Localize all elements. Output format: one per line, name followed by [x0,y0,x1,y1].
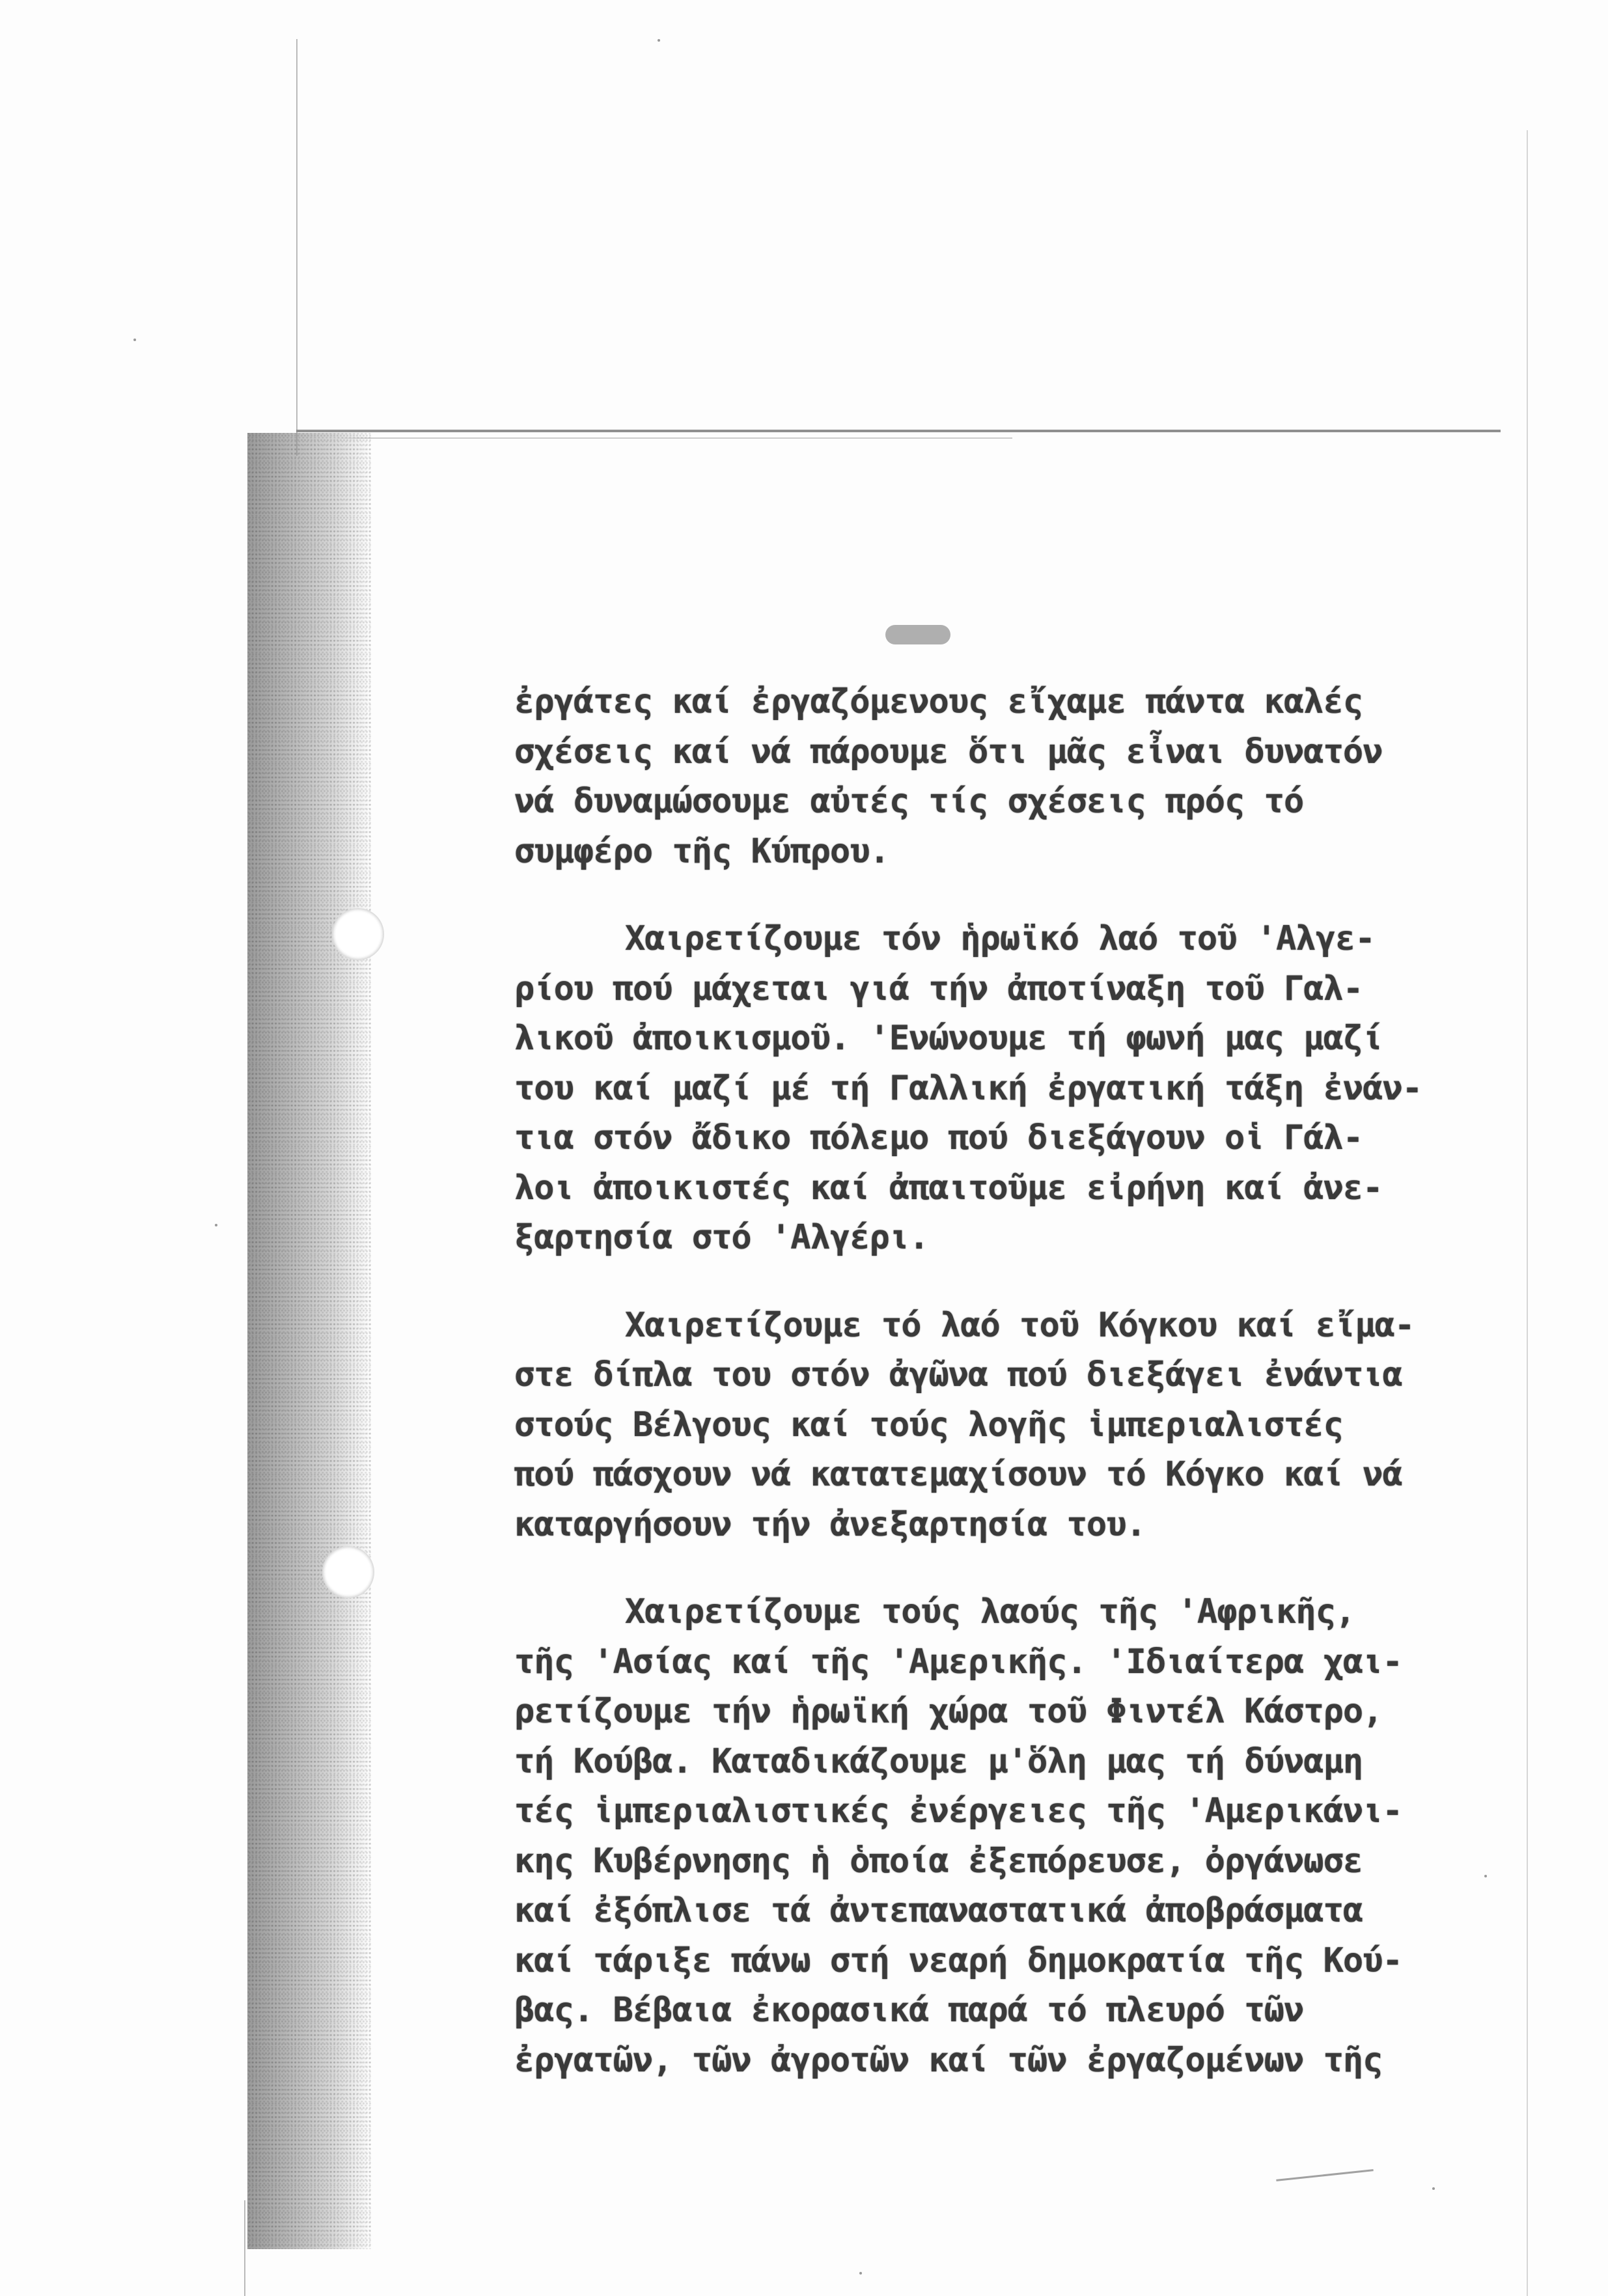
binding-shadow [247,433,371,2249]
text-line: ξαρτησία στό 'Αλγέρι. [514,1218,929,1257]
text-line: καί ἐξόπλισε τά ἀντεπαναστατικά ἀποβράσματα [514,1891,1363,1930]
text-line: λικοῦ ἀποικισμοῦ. 'Ενώνουμε τή φωνή μας μαζί [514,1019,1383,1058]
text-line: σχέσεις καί νά πάρουμε ὅτι μᾶς εἶναι δυνατόν [514,732,1383,771]
page-number-marker [885,625,950,644]
text-line: νά δυναμώσουμε αὐτές τίς σχέσεις πρός τό [514,782,1304,821]
sheet-top-edge-shadow [296,437,1012,439]
text-line: καί τάριξε πάνω στή νεαρή δημοκρατία τῆς Κού- [514,1941,1402,1980]
sheet-top-edge [296,430,1501,432]
text-line: ἐργατῶν, τῶν ἀγροτῶν καί τῶν ἐργαζομένων τῆς [514,2040,1383,2080]
bottom-pen-mark [1276,2169,1373,2181]
typed-body-text [514,677,1478,2085]
text-line: βας. Βέβαια ἐκορασικά παρά τό πλευρό τῶν [514,1991,1304,2030]
text-line: πού πάσχουν νά κατατεμαχίσουν τό Κόγκο καί νά [514,1455,1402,1494]
left-bottom-edge-line [244,2200,245,2296]
scan-speck [215,1224,217,1226]
text-line: ρετίζουμε τήν ἡρωϊκή χώρα τοῦ Φιντέλ Κάστρο, [514,1692,1383,1731]
text-line: τές ἱμπεριαλιστικές ἐνέργειες τῆς 'Αμερικάνι- [514,1791,1402,1831]
text-line: τια στόν ἄδικο πόλεμο πού διεξάγουν οἱ Γάλ- [514,1118,1363,1157]
scan-speck [859,2272,862,2275]
left-page-edge-line [296,39,298,456]
scan-speck [133,339,136,341]
punch-hole-bottom [322,1546,374,1598]
text-line: του καί μαζί μέ τή Γαλλική ἐργατική τάξη ἐνάν- [514,1068,1422,1108]
text-line: συμφέρο τῆς Κύπρου. [514,831,889,871]
text-line: λοι ἀποικιστές καί ἀπαιτοῦμε εἰρήνη καί ἀνε- [514,1168,1383,1208]
paragraph [514,1587,1478,2085]
text-line: ρίου πού μάχεται γιά τήν ἀποτίναξη τοῦ Γαλ- [514,969,1363,1008]
text-line: στε δίπλα του στόν ἀγῶνα πού διεξάγει ἐνάντια [514,1355,1402,1394]
paragraph [514,1301,1478,1550]
text-line: ἐργάτες καί ἐργαζόμενους εἴχαμε πάντα καλές [514,682,1363,721]
paragraph [514,914,1478,1263]
paragraph [514,677,1478,876]
scan-speck [1484,1875,1487,1877]
text-line: τῆς 'Ασίας καί τῆς 'Αμερικῆς. 'Ιδιαίτερα χαι- [514,1642,1402,1681]
text-line: Χαιρετίζουμε τούς λαούς τῆς 'Αφρικῆς, [625,1592,1355,1631]
text-line: στούς Βέλγους καί τούς λογῆς ἱμπεριαλιστές [514,1405,1343,1445]
right-page-edge-line [1527,130,1528,2296]
text-line: Χαιρετίζουμε τό λαό τοῦ Κόγκου καί εἴμα- [625,1305,1415,1345]
text-line: καταργήσουν τήν ἀνεξαρτησία του. [514,1504,1146,1544]
scan-speck [1432,2187,1435,2190]
punch-hole-top [332,908,384,960]
scan-speck [658,39,660,42]
text-line: Χαιρετίζουμε τόν ἡρωϊκό λαό τοῦ 'Αλγε- [625,919,1375,958]
text-line: κης Κυβέρνησης ἡ ὁποία ἐξεπόρευσε, ὀργάνωσε [514,1841,1363,1881]
text-line: τή Κούβα. Καταδικάζουμε μ'ὅλη μας τή δύναμη [514,1741,1363,1781]
